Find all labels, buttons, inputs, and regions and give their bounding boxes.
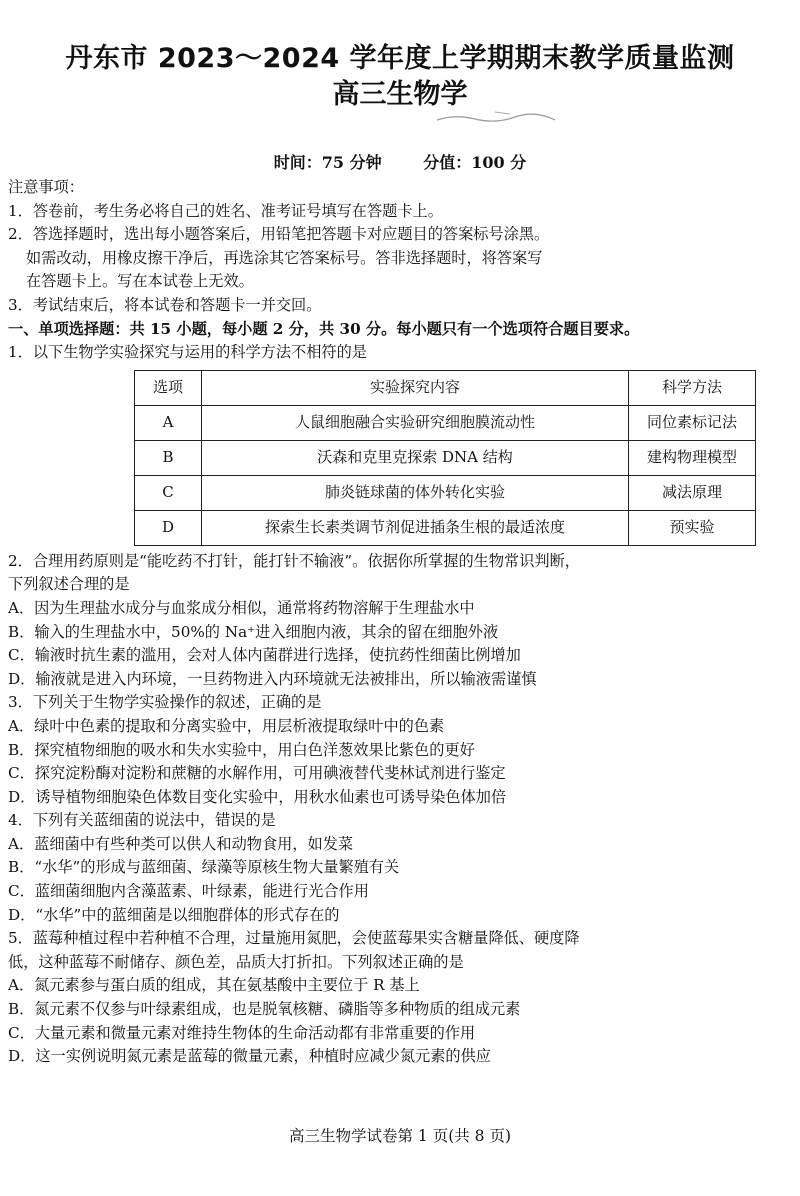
question-5-option: C．大量元素和微量元素对维持生物体的生命活动都有非常重要的作用 [8, 1023, 476, 1042]
question-3-option: A．绿叶中色素的提取和分离实验中，用层析液提取绿叶中的色素 [8, 716, 445, 735]
question-4-option: B．“水华”的形成与蓝细菌、绿藻等原核生物大量繁殖有关 [8, 858, 400, 877]
note-line: 如需改动，用橡皮擦干净后，再选涂其它答案标号。答非选择题时，将答案写 [26, 248, 543, 267]
exam-content [8, 176, 796, 1069]
question-1-table [134, 370, 756, 546]
question-5-option: D．这一实例说明氮元素是蓝莓的微量元素，种植时应减少氮元素的供应 [8, 1047, 491, 1066]
question-4-option: A．蓝细菌中有些种类可以供人和动物食用，如发菜 [8, 834, 354, 853]
scan-smudge [435, 108, 575, 126]
table-header-cell: 科学方法 [629, 370, 756, 405]
question-4-option: D．“水华”中的蓝细菌是以细胞群体的形式存在的 [8, 905, 340, 924]
table-row [135, 510, 756, 545]
question-3-option: C．探究淀粉酶对淀粉和蔗糖的水解作用，可用碘液替代斐林试剂进行鉴定 [8, 764, 506, 783]
question-4-stem: 4．下列有关蓝细菌的说法中，错误的是 [8, 811, 276, 830]
question-3-option: D．诱导植物细胞染色体数目变化实验中，用秋水仙素也可诱导染色体加倍 [8, 787, 507, 806]
section-heading: 一、单项选择题：共 15 小题，每小题 2 分，共 30 分。每小题只有一个选项符合题目要求。 [8, 319, 640, 338]
note-line: 2．答选择题时，选出每小题答案后，用铅笔把答题卡对应题目的答案标号涂黑。 [8, 225, 550, 244]
question-4-option: C．蓝细菌细胞内含藻蓝素、叶绿素，能进行光合作用 [8, 882, 369, 901]
table-cell: D [135, 510, 202, 545]
exam-subject: 高三生物学 [332, 79, 468, 110]
question-2-stem: 2．合理用药原则是“能吃药不打针，能打针不输液”。依据你所掌握的生物常识判断， [8, 551, 580, 570]
note-line: 在答题卡上。写在本试卷上无效。 [26, 272, 254, 291]
table-row [135, 440, 756, 475]
question-1-stem: 1．以下生物学实验探究与运用的科学方法不相符的是 [8, 343, 367, 362]
question-5-option: A．氮元素参与蛋白质的组成，其在氨基酸中主要位于 R 基上 [8, 976, 420, 995]
question-3-stem: 3．下列关于生物学实验操作的叙述，正确的是 [8, 693, 322, 712]
table-header-cell: 实验探究内容 [202, 370, 629, 405]
table-cell: 人鼠细胞融合实验研究细胞膜流动性 [202, 405, 629, 440]
table-row [135, 475, 756, 510]
question-5-option: B．氮元素不仅参与叶绿素组成，也是脱氧核糖、磷脂等多种物质的组成元素 [8, 1000, 521, 1019]
table-cell: A [135, 405, 202, 440]
question-3-option: B．探究植物细胞的吸水和失水实验中，用白色洋葱效果比紫色的更好 [8, 740, 475, 759]
question-2-stem-cont: 下列叙述合理的是 [8, 575, 130, 594]
table-cell: 沃森和克里克探索 DNA 结构 [202, 440, 629, 475]
notes-heading: 注意事项： [8, 178, 84, 196]
table-cell: 探索生长素类调节剂促进插条生根的最适浓度 [202, 510, 629, 545]
question-2-option: B．输入的生理盐水中，50%的 Na⁺进入细胞内液，其余的留在细胞外液 [8, 622, 499, 641]
exam-title: 丹东市 2023～2024 学年度上学期期末教学质量监测 [65, 43, 735, 74]
table-cell: 减法原理 [629, 475, 756, 510]
question-5-stem-cont: 低，这种蓝莓不耐储存、颜色差，品质大打折扣。下列叙述正确的是 [8, 952, 464, 971]
exam-score: 分值：100 分 [423, 153, 527, 172]
table-cell: 建构物理模型 [629, 440, 756, 475]
table-row [135, 405, 756, 440]
table-cell: 同位素标记法 [629, 405, 756, 440]
table-cell: 肺炎链球菌的体外转化实验 [202, 475, 629, 510]
table-header-cell: 选项 [135, 370, 202, 405]
table-cell: C [135, 475, 202, 510]
table-cell: B [135, 440, 202, 475]
note-line: 3．考试结束后，将本试卷和答题卡一并交回。 [8, 295, 322, 314]
table-cell: 预实验 [629, 510, 756, 545]
question-2-option: C．输液时抗生素的滥用，会对人体内菌群进行选择，使抗药性细菌比例增加 [8, 646, 521, 665]
exam-meta [0, 150, 800, 173]
question-2-option: A．因为生理盐水成分与血浆成分相似，通常将药物溶解于生理盐水中 [8, 598, 475, 617]
question-5-stem: 5．蓝莓种植过程中若种植不合理，过量施用氮肥，会使蓝莓果实含糖量降低、硬度降 [8, 929, 580, 948]
page-footer: 高三生物学试卷第 1 页(共 8 页) [288, 1127, 512, 1145]
question-2-option: D．输液就是进入内环境，一旦药物进入内环境就无法被排出，所以输液需谨慎 [8, 669, 537, 688]
table-header-row [135, 370, 756, 405]
exam-time: 时间：75 分钟 [273, 153, 382, 172]
note-line: 1．答卷前，考生务必将自己的姓名、准考证号填写在答题卡上。 [8, 201, 443, 220]
